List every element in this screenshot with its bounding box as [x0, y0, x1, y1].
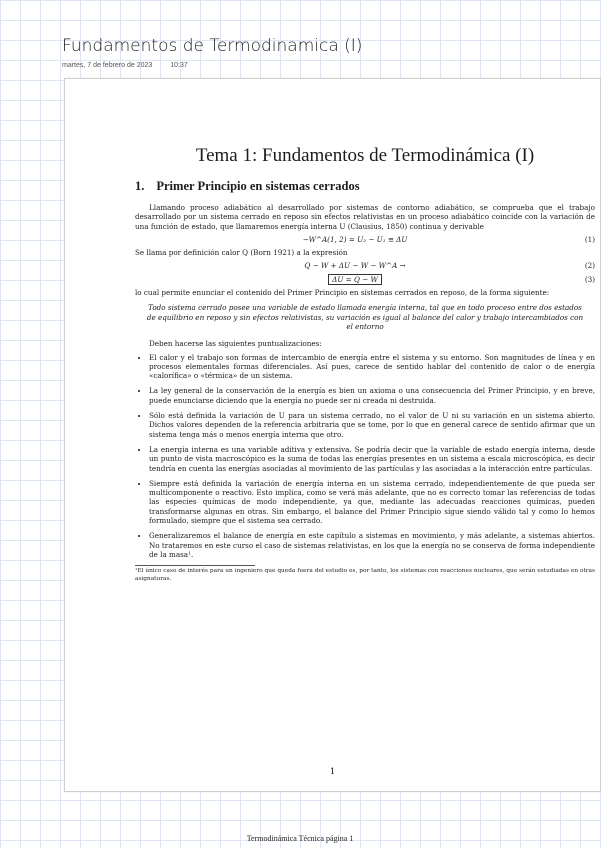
section-heading: [135, 179, 595, 193]
page-number: 1: [329, 767, 336, 776]
note-date: martes, 7 de febrero de 2023: [62, 62, 153, 69]
equation-number: (1): [584, 234, 595, 244]
equation-boxed: [135, 275, 595, 284]
equation: [135, 235, 595, 244]
list-item: • La ley general de la conservación de la energía es bien un axioma o una consecuencia del Primer Principio, y en breve, puede enunciarse diciendo que la energía no puede ser ni creada ni destruida.: [149, 386, 595, 405]
paragraph: lo cual permite enunciar el contenido del Primer Principio en sistemas cerrados en reposo, de la forma siguiente:: [135, 288, 550, 298]
list-item: • Generalizaremos el balance de energía en este capítulo a sistemas en movimiento, y más adelante, a sistemas abiertos. No trataremos en este curso el caso de sistemas relativistas, en los que la energía no se conserva de forma independiente de la masa¹.: [149, 531, 595, 559]
equation-expression: ΔU = Q − W: [328, 274, 382, 285]
document-title: Tema 1: Fundamentos de Termodinámica (I): [195, 145, 535, 166]
page-content: [135, 145, 595, 587]
equation-expression: Q − W + ΔU − W − W^A →: [304, 261, 406, 271]
principle-statement: Todo sistema cerrado posee una variable de estado llamada energía interna, tal que en todo proceso entre dos estados de equilibrio en reposo y sin efectos relativistas, su variación es igual al balance del calor y trabajo intercambiados con el entorno: [146, 303, 584, 331]
equation: [135, 261, 595, 270]
equation-expression: −W^A(1, 2) = U₂ − U₁ ≡ ΔU: [302, 234, 408, 244]
paragraph: Llamando proceso adiabático al desarrollado por sistemas de contorno adiabático, se comprueba que el trabajo desarrollado por un sistema cerrado en reposo sin efectos relativistas en un proceso adiabático coincide con la variación de una función de estado, que llamaremos energía interna U (Clausius, 1850) continua y derivable: [135, 203, 595, 231]
paragraph: Deben hacerse las siguientes puntualizaciones:: [149, 339, 322, 349]
footnote: ¹El único caso de interés para un ingeniero que queda fuera del estudio es, por tanto, los sistemas con reacciones nucleares, que serán estudiadas en otras asignaturas.: [135, 568, 595, 582]
list-item: • La energía interna es una variable aditiva y extensiva. Se podría decir que la variable de estado energía interna, desde un punto de vista macroscópico es la suma de todas las energías presentes en un sistema a escala microscópica, es decir tendría en cuenta las energías asociadas al movimiento de las partículas y las asociadas a la interacción entre partículas.: [149, 445, 595, 473]
list-item: • Siempre está definida la variación de energía interna en un sistema cerrado, independientemente de que pueda ser multicomponente o reactivo. Esto implica, como se verá más adelante, que no es correcto tomar las referencias de todas las especies químicas de modo independiente, ya que, mediante las adecuadas reacciones químicas, pueden transformarse algunas en otras. Sin embargo, el balance del Primer Principio sigue siendo válido tal y como lo hemos formulado, siempre que el sistema sea cerrado.: [149, 479, 595, 525]
printout-caption: Termodinámica Técnica página 1: [246, 834, 354, 843]
bullet-list: [135, 353, 595, 560]
note-timestamp: [62, 62, 204, 69]
note-title[interactable]: Fundamentos de Termodinamica (I): [62, 36, 363, 56]
section-number: 1.: [135, 179, 145, 193]
paragraph: Se llama por definición calor Q (Born 1921) a la expresión: [135, 248, 348, 258]
list-item: • Sólo está definida la variación de U para un sistema cerrado, no el valor de U ni su variación en un sistema abierto. Dichos valores dependen de la referencia arbitraria que se tome, por lo que en general carece de sentido afirmar que un sistema tenga más o menos energía interna que otro.: [149, 411, 595, 439]
list-item: • El calor y el trabajo son formas de intercambio de energía entre el sistema y su entorno. Son magnitudes de línea y en procesos elementales formas diferenciales. Así pues, carece de sentido hablar del contenido de calor o de energía «calorífica» o «térmica» de un sistema.: [149, 353, 595, 381]
section-title: Primer Principio en sistemas cerrados: [156, 179, 360, 193]
embedded-pdf-page[interactable]: [64, 78, 601, 792]
equation-number: (3): [584, 274, 595, 284]
equation-number: (2): [584, 261, 595, 271]
footnote-divider: [135, 565, 255, 566]
note-time: 10:37: [170, 62, 188, 69]
